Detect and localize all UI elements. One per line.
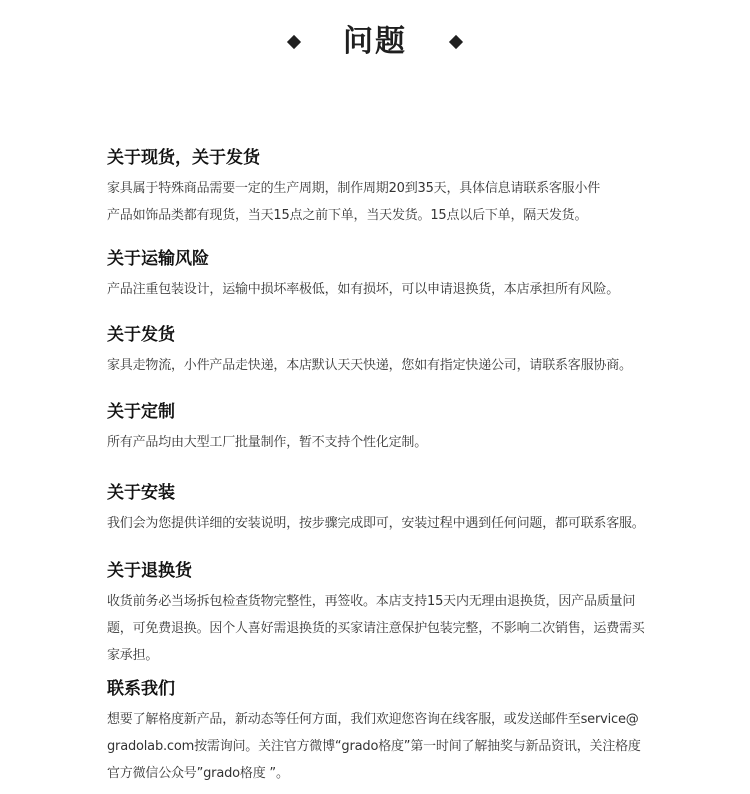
faq-body <box>107 510 667 537</box>
page-title: 问题 <box>343 24 407 59</box>
faq-body-line: 家具属于特殊商品需要一定的生产周期，制作周期20到35天，具体信息请联系客服小件 <box>107 181 601 196</box>
faq-body <box>107 429 667 456</box>
faq-body-line: 收货前务必当场拆包检查货物完整性，再签收。本店支持15天内无理由退换货，因产品质量问 <box>107 594 636 609</box>
faq-heading: 关于退换货 <box>107 561 192 581</box>
faq-heading: 关于安装 <box>107 483 175 503</box>
faq-heading: 关于现货，关于发货 <box>107 148 260 168</box>
faq-section-transport-risk <box>107 246 667 303</box>
faq-body <box>107 175 667 229</box>
page-header <box>0 22 750 62</box>
faq-heading: 联系我们 <box>107 679 175 699</box>
faq-section-customization <box>107 399 667 456</box>
diamond-right-icon <box>449 35 463 49</box>
faq-body-line: 所有产品均由大型工厂批量制作，暂不支持个性化定制。 <box>107 435 428 450</box>
faq-body <box>107 588 667 669</box>
faq-body <box>107 352 667 379</box>
faq-section-contact <box>107 676 667 787</box>
faq-section-returns <box>107 558 667 669</box>
diamond-left-icon <box>287 35 301 49</box>
faq-body-line: 产品注重包装设计，运输中损坏率极低，如有损坏，可以申请退换货，本店承担所有风险。 <box>107 282 620 297</box>
faq-heading: 关于发货 <box>107 325 175 345</box>
faq-body <box>107 276 667 303</box>
faq-section-shipping <box>107 322 667 379</box>
faq-body-line: gradolab.com按需询问。关注官方微博“grado格度”第一时间了解抽奖与新品资讯，关注格度 <box>107 739 641 754</box>
faq-body-line: 官方微信公众号”grado格度 ”。 <box>107 766 289 781</box>
faq-body-line: 家承担。 <box>107 648 159 663</box>
faq-heading: 关于运输风险 <box>107 249 209 269</box>
faq-body-line: 想要了解格度新产品，新动态等任何方面，我们欢迎您咨询在线客服，或发送邮件至service@ <box>107 712 639 727</box>
faq-section-stock-shipping <box>107 145 667 229</box>
faq-body-line: 家具走物流，小件产品走快递，本店默认天天快递，您如有指定快递公司，请联系客服协商。 <box>107 358 632 373</box>
faq-body-line: 产品如饰品类都有现货，当天15点之前下单，当天发货。15点以后下单，隔天发货。 <box>107 208 588 223</box>
faq-body <box>107 706 667 787</box>
faq-body-line: 我们会为您提供详细的安装说明，按步骤完成即可，安装过程中遇到任何问题，都可联系客服。 <box>107 516 645 531</box>
faq-heading: 关于定制 <box>107 402 175 422</box>
faq-body-line: 题，可免费退换。因个人喜好需退换货的买家请注意保护包装完整，不影响二次销售，运费需买 <box>107 621 645 636</box>
faq-section-installation <box>107 480 667 537</box>
